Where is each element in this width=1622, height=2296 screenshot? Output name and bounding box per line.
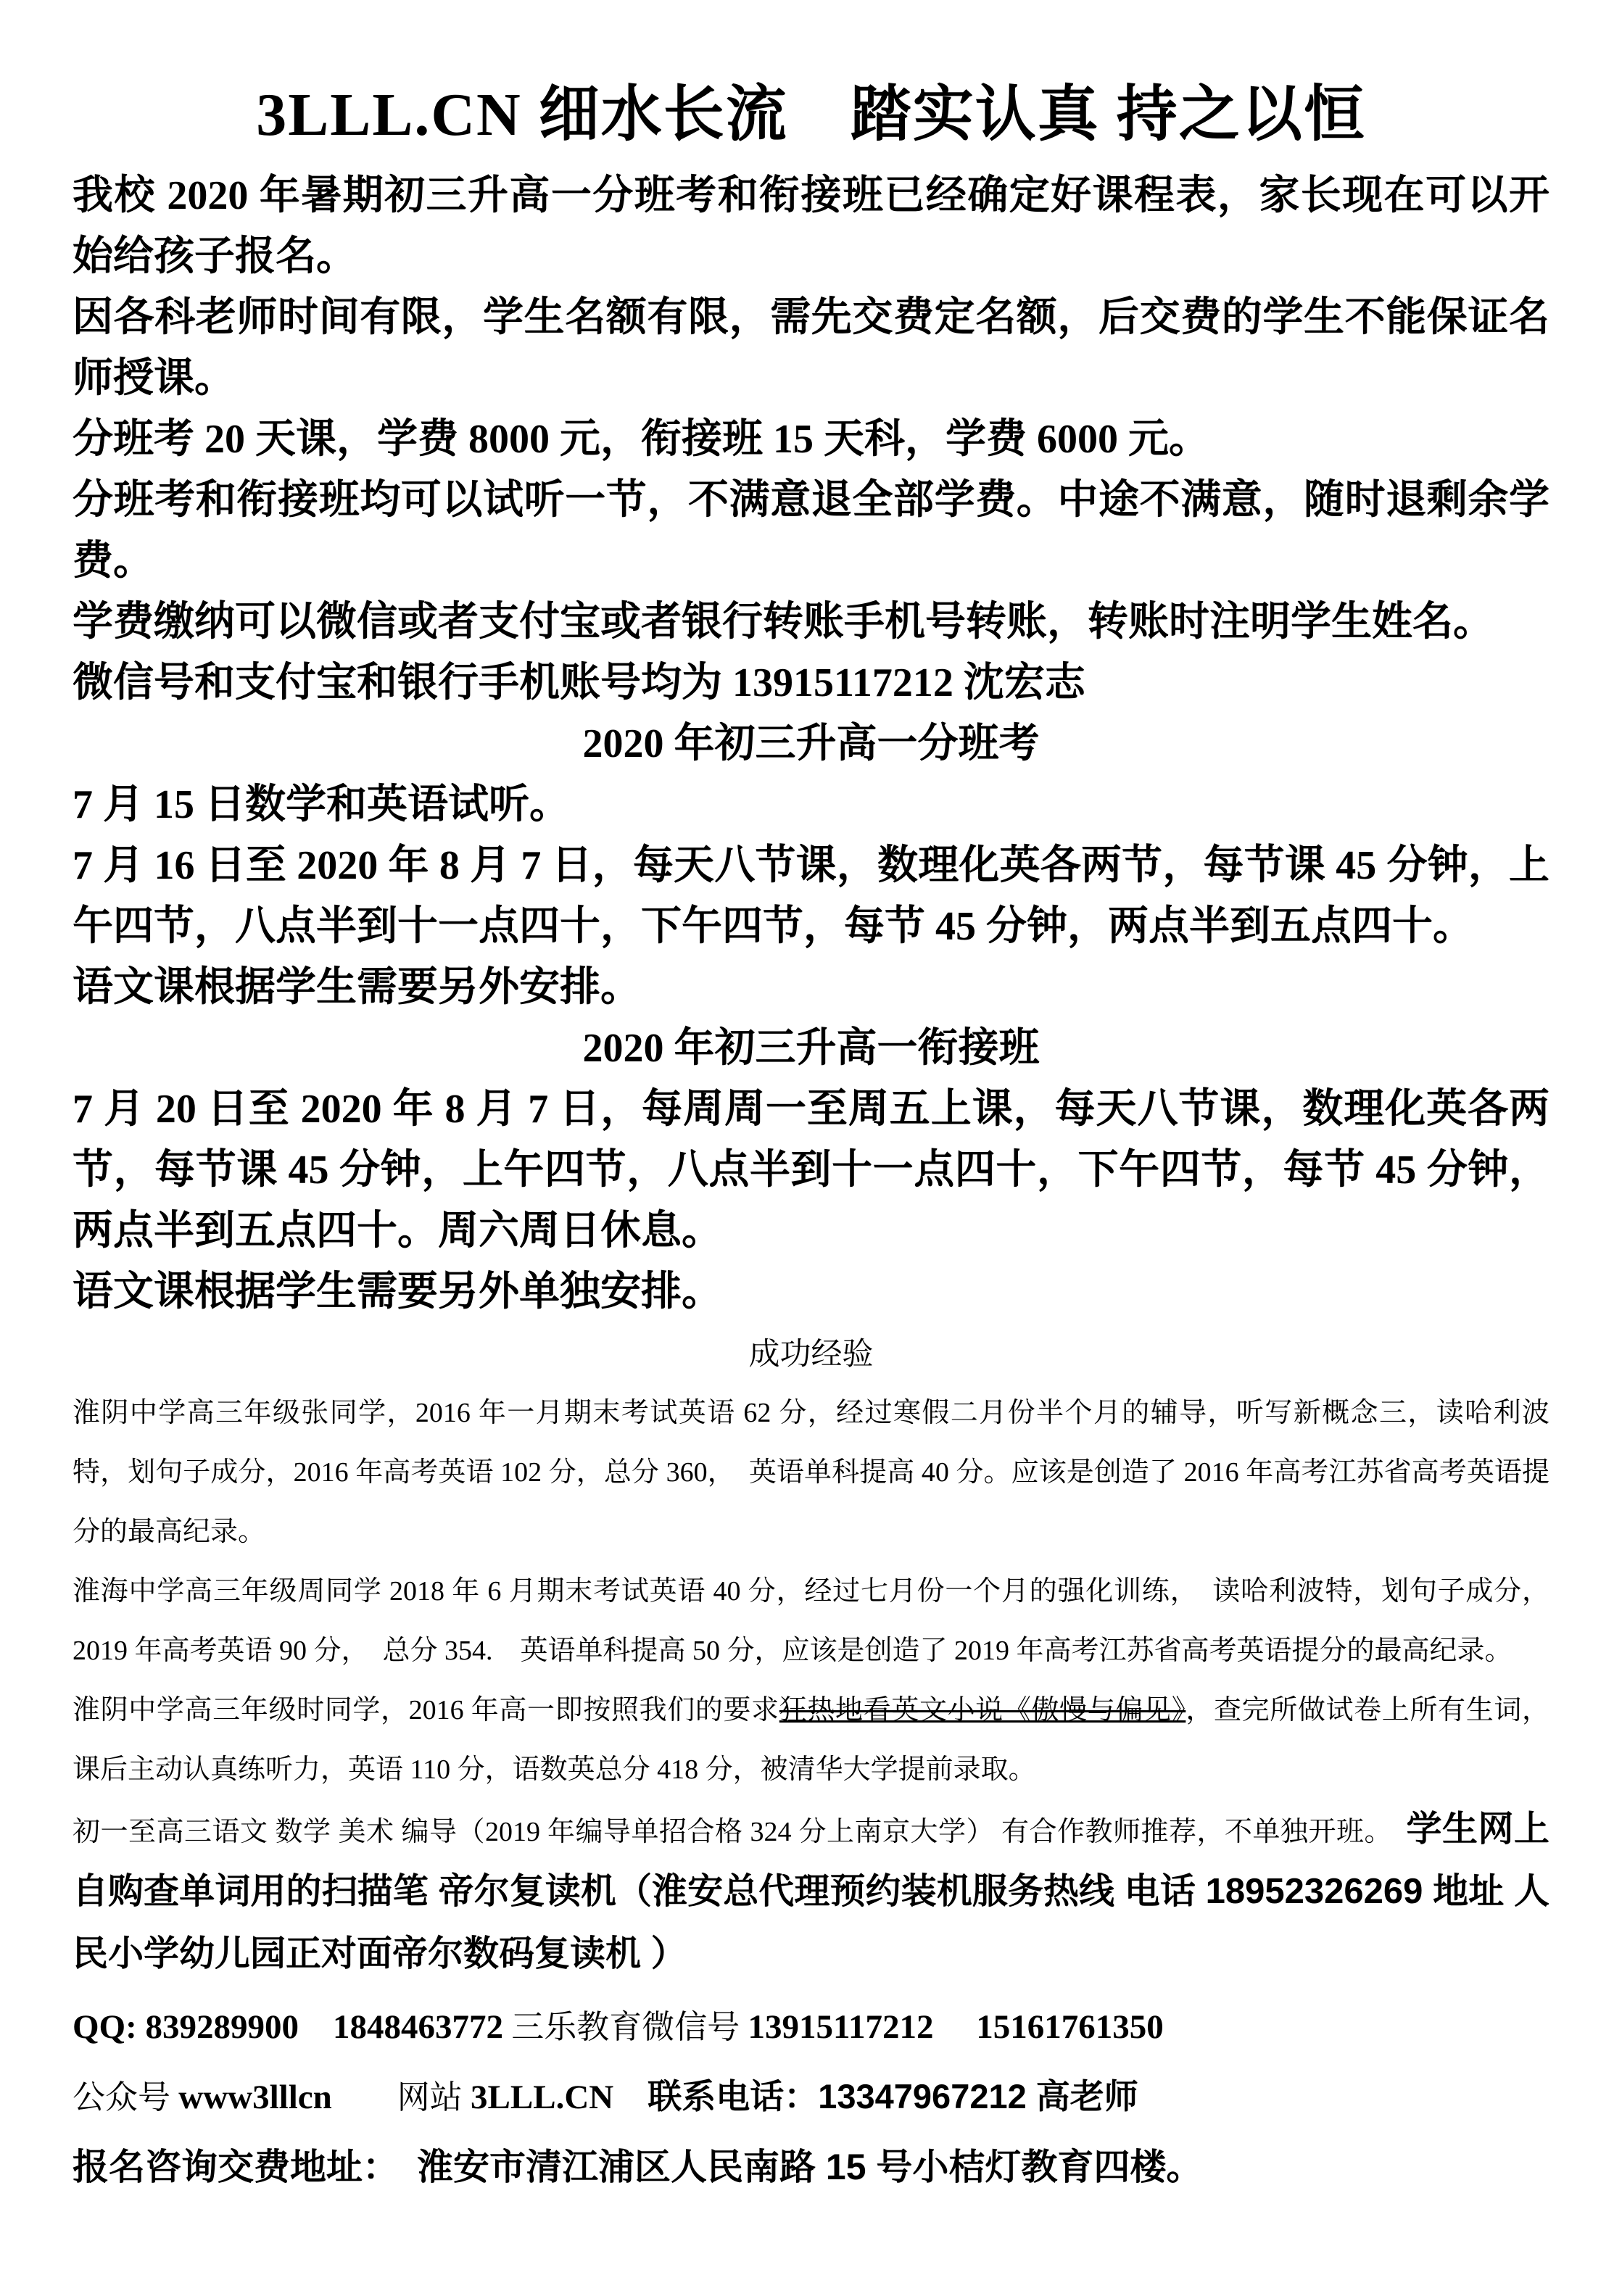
courses-products-paragraph — [73, 1799, 1549, 1986]
struck-underlined-text: 狂热地看英文小说《傲慢与偏见》 — [779, 1695, 1186, 1725]
success-section-heading: 成功经验 — [748, 1337, 874, 1372]
gongzhonghao-label: 公众号 — [73, 2079, 179, 2115]
success-story-2: 淮海中学高三年级周同学 2018 年 6 月期末考试英语 40 分，经过七月份一个月的强化训练， 读哈利波特，划句子成分，2019 年高考英语 90 分， 总分 354. 英语单科提高 50 分，应该是创造了 2019 年高考江苏省高考英语提分的最高纪录。 — [73, 1576, 1549, 1666]
intro-paragraph: 我校 2020 年暑期初三升高一分班考和衔接班已经确定好课程表，家长现在可以开始给孩子报名。 — [73, 173, 1549, 279]
qq-contact-line — [73, 1992, 1549, 2062]
intro-paragraph: 因各科老师时间有限，学生名额有限，需先交费定名额，后交费的学生不能保证名师授课。 — [73, 295, 1549, 401]
success-story-1: 淮阴中学高三年级张同学，2016 年一月期末考试英语 62 分，经过寒假二月份半个月的辅导，听写新概念三，读哈利波特，划句子成分，2016 年高考英语 102 分，总分 360， 英语单科提高 40 分。应该是创造了 2016 年高考江苏省高考英语提分的最高纪录。 — [73, 1398, 1549, 1547]
bridge-paragraph: 7 月 20 日至 2020 年 8 月 7 日，每周周一至周五上课，每天八节课，数理化英各两节，每节课 45 分钟，上午四节，八点半到十一点四十，下午四节，每节 45 分钟，两点半到五点四十。周六周日休息。 — [73, 1087, 1549, 1253]
website-label: 网站 — [331, 2079, 471, 2115]
bridge-section-heading: 2020 年初三升高一衔接班 — [582, 1026, 1040, 1071]
intro-paragraph: 分班考和衔接班均可以试听一节，不满意退全部学费。中途不满意，随时退剩余学费。 — [73, 478, 1549, 584]
phone-contact: 联系电话：13347967212 高老师 — [613, 2077, 1138, 2115]
products-text: 学生网上自购查单词用的扫描笔 帝尔复读机（淮安总代理预约装机服务热线 电话 18952326269 地址 人民小学幼儿园正对面帝尔数码复读机 ） — [73, 1810, 1549, 1973]
gongzhonghao-value: www3lllcn — [178, 2079, 332, 2116]
intro-paragraph: 微信号和支付宝和银行手机账号均为 13915117212 沈宏志 — [73, 660, 1085, 705]
qq-numbers: QQ: 839289900 1848463772 — [73, 2008, 504, 2046]
address-line: 报名咨询交费地址： 淮安市清江浦区人民南路 15 号小桔灯教育四楼。 — [73, 2147, 1203, 2187]
exam-paragraph: 7 月 16 日至 2020 年 8 月 7 日，每天八节课，数理化英各两节，每节课 45 分钟，上午四节，八点半到十一点四十，下午四节，每节 45 分钟，两点半到五点四十。 — [73, 843, 1549, 949]
intro-paragraph: 学费缴纳可以微信或者支付宝或者银行转账手机号转账，转账时注明学生姓名。 — [73, 600, 1494, 645]
success-story-3 — [73, 1680, 1549, 1799]
website-value: 3LLL.CN — [471, 2079, 614, 2116]
exam-paragraph: 7 月 15 日数学和英语试听。 — [73, 782, 570, 827]
wechat-label: 三乐教育微信号 — [503, 2009, 748, 2045]
intro-paragraph: 分班考 20 天课，学费 8000 元，衔接班 15 天科，学费 6000 元。 — [73, 417, 1209, 462]
story-text-before: 淮阴中学高三年级时同学，2016 年高一即按照我们的要求 — [73, 1695, 779, 1725]
page-title: 3LLL.CN 细水长流 踏实认真 持之以恒 — [256, 81, 1366, 149]
story-text-after: ，查完所做试卷上所有生词，课后主动认真练听力，英语 110 分，语数英总分 418 分，被清华大学提前录取。 — [73, 1695, 1549, 1785]
exam-section-heading: 2020 年初三升高一分班考 — [582, 721, 1040, 766]
exam-paragraph: 语文课根据学生需要另外安排。 — [73, 965, 641, 1010]
web-contact-line — [73, 2062, 1549, 2132]
bridge-paragraph: 语文课根据学生需要另外单独安排。 — [73, 1269, 722, 1314]
courses-text: 初一至高三语文 数学 美术 编导（2019 年编导单招合格 324 分上南京大学） 有合作教师推荐，不单独开班。 — [73, 1817, 1407, 1847]
wechat-numbers: 13915117212 15161761350 — [748, 2008, 1164, 2046]
